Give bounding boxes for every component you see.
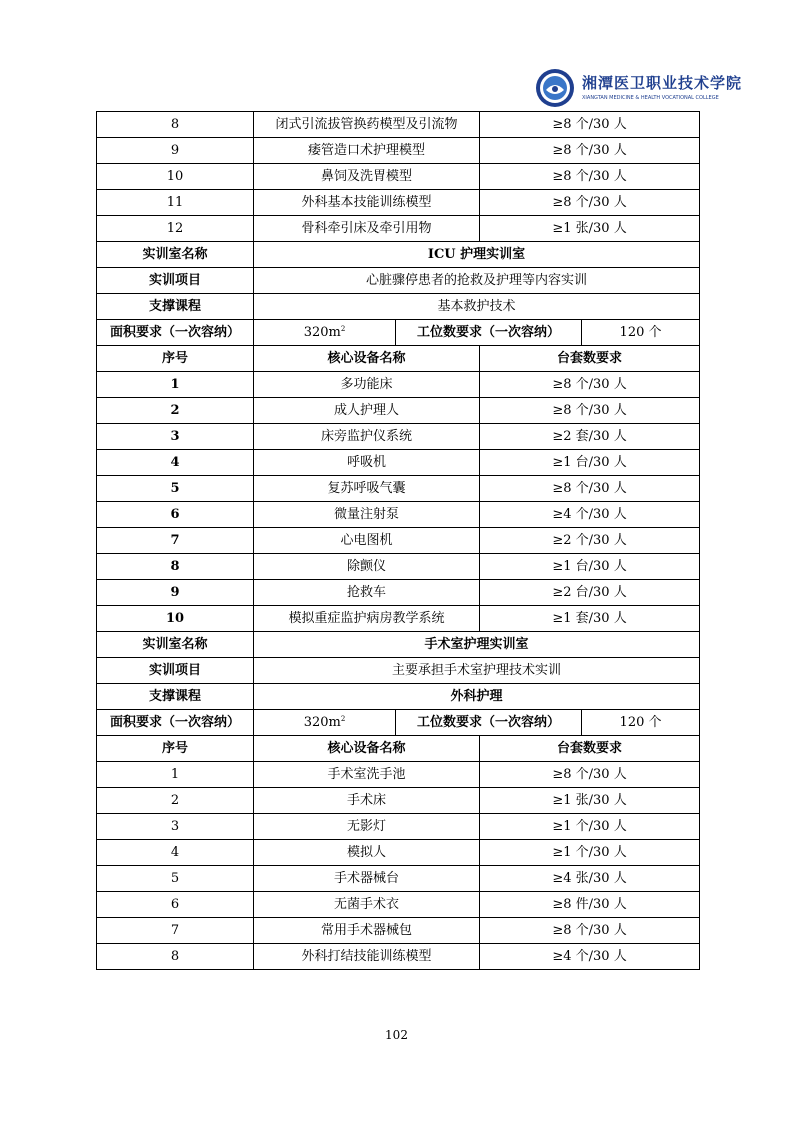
room-name-label: 实训室名称 [97, 632, 254, 658]
table-row [97, 112, 700, 138]
college-name-block [582, 72, 743, 101]
equipment-name: 床旁监护仪系统 [254, 424, 480, 450]
table-row [97, 398, 700, 424]
station-value: 120 个 [582, 710, 700, 736]
table-row [97, 372, 700, 398]
equipment-name: 无菌手术衣 [254, 892, 480, 918]
course-row [97, 684, 700, 710]
room-name-value: ICU 护理实训室 [254, 242, 700, 268]
table-row [97, 840, 700, 866]
column-header-row [97, 736, 700, 762]
course-row [97, 294, 700, 320]
quantity-requirement: ≥8 个/30 人 [480, 164, 700, 190]
equipment-name: 痿管造口术护理模型 [254, 138, 480, 164]
quantity-requirement: ≥1 个/30 人 [480, 840, 700, 866]
table-row [97, 814, 700, 840]
item-number: 7 [97, 918, 254, 944]
equipment-name: 微量注射泵 [254, 502, 480, 528]
room-name-row [97, 632, 700, 658]
area-unit-superscript: 2 [340, 324, 346, 333]
col-header-equipment: 核心设备名称 [254, 346, 480, 372]
item-number: 2 [97, 398, 254, 424]
item-number: 4 [97, 450, 254, 476]
quantity-requirement: ≥2 个/30 人 [480, 528, 700, 554]
item-number: 8 [97, 554, 254, 580]
item-number: 10 [97, 606, 254, 632]
course-label: 支撑课程 [97, 684, 254, 710]
area-label: 面积要求（一次容纳） [97, 710, 254, 736]
item-number: 2 [97, 788, 254, 814]
equipment-name: 模拟人 [254, 840, 480, 866]
quantity-requirement: ≥4 个/30 人 [480, 944, 700, 970]
college-name-en: XIANGTAN MEDICINE & HEALTH VOCATIONAL COLLEGE [582, 95, 719, 101]
item-number: 1 [97, 372, 254, 398]
col-header-number: 序号 [97, 346, 254, 372]
table-row [97, 528, 700, 554]
quantity-requirement: ≥8 个/30 人 [480, 762, 700, 788]
room-name-row [97, 242, 700, 268]
quantity-requirement: ≥4 张/30 人 [480, 866, 700, 892]
table-row [97, 866, 700, 892]
table-row [97, 918, 700, 944]
item-number: 3 [97, 814, 254, 840]
project-label: 实训项目 [97, 268, 254, 294]
page-number: 102 [385, 1028, 408, 1042]
college-name-cn: 湘潭医卫职业技术学院 [582, 74, 743, 92]
quantity-requirement: ≥8 个/30 人 [480, 398, 700, 424]
quantity-requirement: ≥1 台/30 人 [480, 554, 700, 580]
item-number: 3 [97, 424, 254, 450]
quantity-requirement: ≥1 张/30 人 [480, 216, 700, 242]
project-row [97, 658, 700, 684]
table-row [97, 554, 700, 580]
equipment-name: 抢救车 [254, 580, 480, 606]
project-value: 主要承担手术室护理技术实训 [254, 658, 700, 684]
table-row [97, 762, 700, 788]
course-label: 支撑课程 [97, 294, 254, 320]
item-number: 9 [97, 580, 254, 606]
project-value: 心脏骤停患者的抢救及护理等内容实训 [254, 268, 700, 294]
equipment-name: 无影灯 [254, 814, 480, 840]
equipment-name: 成人护理人 [254, 398, 480, 424]
station-value: 120 个 [582, 320, 700, 346]
quantity-requirement: ≥2 套/30 人 [480, 424, 700, 450]
table-row [97, 892, 700, 918]
area-value [254, 320, 396, 346]
equipment-name: 外科打结技能训练模型 [254, 944, 480, 970]
equipment-name: 闭式引流拔管换药模型及引流物 [254, 112, 480, 138]
equipment-name: 手术器械台 [254, 866, 480, 892]
quantity-requirement: ≥8 件/30 人 [480, 892, 700, 918]
quantity-requirement: ≥1 套/30 人 [480, 606, 700, 632]
col-header-equipment: 核心设备名称 [254, 736, 480, 762]
table-row [97, 424, 700, 450]
quantity-requirement: ≥8 个/30 人 [480, 918, 700, 944]
item-number: 6 [97, 502, 254, 528]
item-number: 5 [97, 476, 254, 502]
station-label: 工位数要求（一次容纳） [396, 320, 582, 346]
area-number: 320m [303, 714, 341, 730]
table-row [97, 606, 700, 632]
item-number: 8 [97, 112, 254, 138]
column-header-row [97, 346, 700, 372]
col-header-quantity: 台套数要求 [480, 736, 700, 762]
table-row [97, 788, 700, 814]
training-room-table [96, 111, 700, 970]
table-row [97, 190, 700, 216]
table-row [97, 138, 700, 164]
quantity-requirement: ≥8 个/30 人 [480, 476, 700, 502]
equipment-name: 常用手术器械包 [254, 918, 480, 944]
item-number: 11 [97, 190, 254, 216]
area-label: 面积要求（一次容纳） [97, 320, 254, 346]
station-label: 工位数要求（一次容纳） [396, 710, 582, 736]
quantity-requirement: ≥4 个/30 人 [480, 502, 700, 528]
table-row [97, 580, 700, 606]
item-number: 7 [97, 528, 254, 554]
table-row [97, 450, 700, 476]
quantity-requirement: ≥8 个/30 人 [480, 138, 700, 164]
table-row [97, 476, 700, 502]
equipment-name: 手术床 [254, 788, 480, 814]
item-number: 10 [97, 164, 254, 190]
table-row [97, 216, 700, 242]
equipment-name: 外科基本技能训练模型 [254, 190, 480, 216]
item-number: 1 [97, 762, 254, 788]
room-name-label: 实训室名称 [97, 242, 254, 268]
quantity-requirement: ≥8 个/30 人 [480, 112, 700, 138]
room-name-value: 手术室护理实训室 [254, 632, 700, 658]
item-number: 8 [97, 944, 254, 970]
item-number: 9 [97, 138, 254, 164]
table-row [97, 502, 700, 528]
college-logo [535, 68, 575, 108]
equipment-name: 多功能床 [254, 372, 480, 398]
col-header-quantity: 台套数要求 [480, 346, 700, 372]
item-number: 4 [97, 840, 254, 866]
quantity-requirement: ≥1 个/30 人 [480, 814, 700, 840]
project-row [97, 268, 700, 294]
equipment-name: 复苏呼吸气囊 [254, 476, 480, 502]
col-header-number: 序号 [97, 736, 254, 762]
quantity-requirement: ≥1 张/30 人 [480, 788, 700, 814]
table-row [97, 944, 700, 970]
equipment-name: 除颤仪 [254, 554, 480, 580]
area-unit-superscript: 2 [340, 714, 346, 723]
equipment-name: 手术室洗手池 [254, 762, 480, 788]
equipment-name: 鼻饲及洗胃模型 [254, 164, 480, 190]
equipment-name: 模拟重症监护病房教学系统 [254, 606, 480, 632]
area-row [97, 710, 700, 736]
item-number: 5 [97, 866, 254, 892]
equipment-name: 心电图机 [254, 528, 480, 554]
quantity-requirement: ≥2 台/30 人 [480, 580, 700, 606]
quantity-requirement: ≥8 个/30 人 [480, 190, 700, 216]
item-number: 12 [97, 216, 254, 242]
equipment-name: 骨科牵引床及牵引用物 [254, 216, 480, 242]
course-value: 外科护理 [254, 684, 700, 710]
equipment-name: 呼吸机 [254, 450, 480, 476]
course-value: 基本救护技术 [254, 294, 700, 320]
project-label: 实训项目 [97, 658, 254, 684]
area-row [97, 320, 700, 346]
table-row [97, 164, 700, 190]
item-number: 6 [97, 892, 254, 918]
quantity-requirement: ≥1 台/30 人 [480, 450, 700, 476]
area-number: 320m [303, 324, 341, 340]
area-value [254, 710, 396, 736]
quantity-requirement: ≥8 个/30 人 [480, 372, 700, 398]
